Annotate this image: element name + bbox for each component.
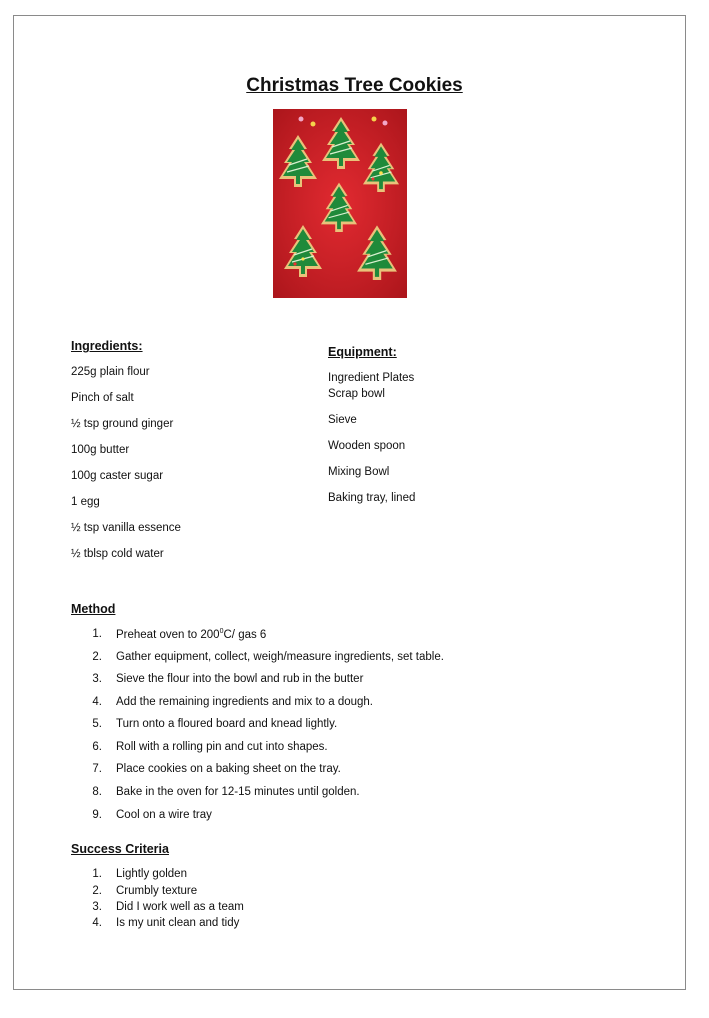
criteria-number: 4. (92, 917, 102, 929)
ingredient-item: Pinch of salt (71, 392, 134, 404)
method-heading: Method (71, 602, 116, 616)
step-number: 6. (92, 741, 102, 753)
equipment-item: Baking tray, lined (328, 492, 416, 504)
equipment-item: Mixing Bowl (328, 466, 390, 478)
step-text-continued: C/ gas 6 (223, 629, 267, 641)
step-number: 1. (92, 628, 102, 640)
method-step: Add the remaining ingredients and mix to a dough. (116, 696, 373, 708)
step-number: 2. (92, 651, 102, 663)
method-step: Turn onto a floured board and knead lightly. (116, 718, 338, 730)
step-number: 3. (92, 673, 102, 685)
criteria-number: 2. (92, 885, 102, 897)
christmas-tree-cookies-photo (273, 109, 407, 298)
ingredient-item: 225g plain flour (71, 366, 150, 378)
ingredients-heading: Ingredients: (71, 339, 143, 353)
method-step: Sieve the flour into the bowl and rub in the butter (116, 673, 364, 685)
ingredient-item: 1 egg (71, 496, 100, 508)
ingredient-item: 100g caster sugar (71, 470, 164, 482)
method-step (116, 628, 266, 641)
equipment-item: Ingredient Plates (328, 372, 415, 384)
criteria-number: 3. (92, 901, 102, 913)
criteria-item: Crumbly texture (116, 885, 198, 897)
ingredient-item: ½ tsp vanilla essence (71, 522, 181, 534)
success-criteria-heading: Success Criteria (71, 842, 169, 856)
ingredient-item: 100g butter (71, 444, 130, 456)
criteria-item: Did I work well as a team (116, 901, 244, 913)
method-step: Gather equipment, collect, weigh/measure ingredients, set table. (116, 651, 444, 663)
method-step: Roll with a rolling pin and cut into shapes. (116, 741, 328, 753)
method-step: Cool on a wire tray (116, 809, 212, 821)
step-number: 5. (92, 718, 102, 730)
degree-superscript: 0 (219, 628, 224, 635)
ingredient-item: ½ tblsp cold water (71, 548, 164, 560)
ingredient-item: ½ tsp ground ginger (71, 418, 174, 430)
criteria-item: Lightly golden (116, 868, 187, 880)
step-text: Preheat oven to 200 (116, 629, 220, 641)
method-step: Place cookies on a baking sheet on the tray. (116, 763, 341, 775)
step-number: 8. (92, 786, 102, 798)
criteria-item: Is my unit clean and tidy (116, 917, 240, 929)
method-step: Bake in the oven for 12-15 minutes until golden. (116, 786, 360, 798)
equipment-item: Sieve (328, 414, 357, 426)
step-number: 7. (92, 763, 102, 775)
equipment-item: Wooden spoon (328, 440, 406, 452)
criteria-number: 1. (92, 868, 102, 880)
equipment-heading: Equipment: (328, 345, 397, 359)
step-number: 4. (92, 696, 102, 708)
step-number: 9. (92, 809, 102, 821)
page-title: Christmas Tree Cookies (246, 75, 463, 96)
equipment-item: Scrap bowl (328, 388, 385, 400)
